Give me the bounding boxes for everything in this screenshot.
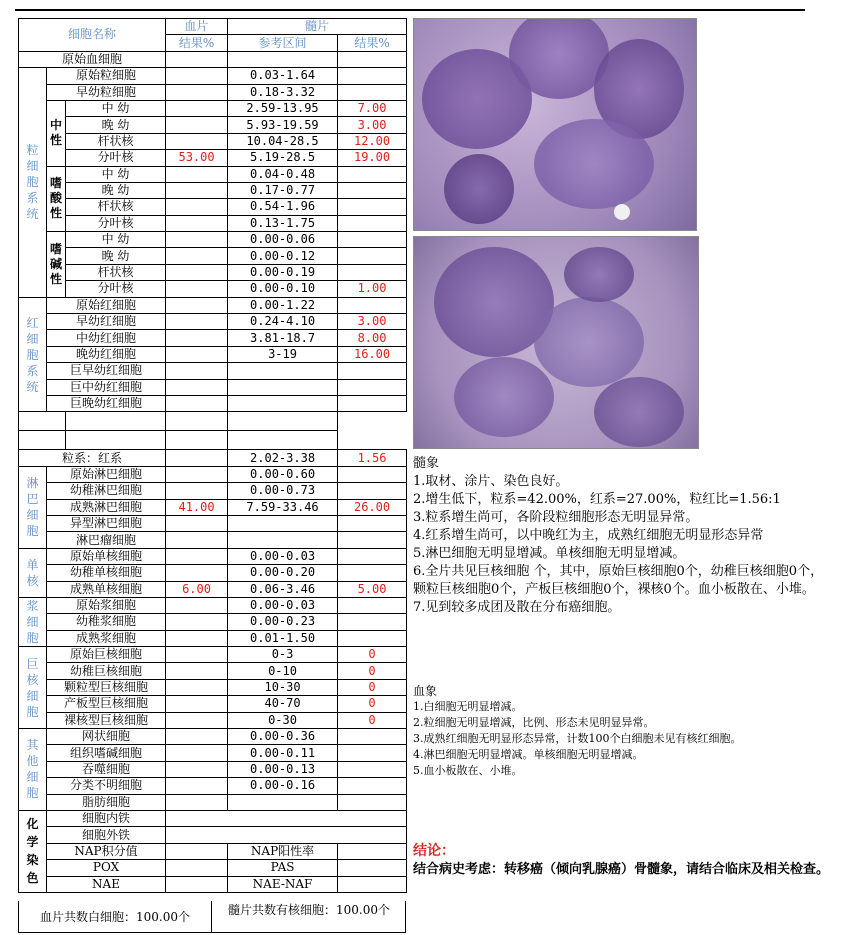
cell-count-table [18, 18, 407, 893]
marrow-result [338, 614, 407, 630]
bone-marrow-item: 6.全片共见巨核细胞 个，其中，原始巨核细胞0个，幼稚巨核细胞0个，颗粒巨核细胞0个，产板巨核细胞0个，裸核0个。血小板散在、小堆。 [413, 564, 824, 597]
cell-name: 早幼红细胞 [47, 314, 166, 330]
chem-extra_iron: 细胞外铁 [47, 827, 166, 843]
reference-range: 3-19 [228, 346, 338, 362]
group-label-lymph: 淋 巴 细 胞 [19, 466, 47, 548]
chem-nae_naf: NAE-NAF [228, 876, 338, 892]
table-row [19, 51, 407, 67]
marrow-result: 26.00 [338, 499, 407, 515]
table-row [19, 614, 407, 630]
blank-cell [228, 431, 338, 450]
chem-value [166, 827, 407, 843]
marrow-result: 1.56 [338, 450, 407, 466]
reference-range: 0.00-0.60 [228, 466, 338, 482]
cell-name: 原始巨核细胞 [47, 647, 166, 663]
marrow-result [338, 232, 407, 248]
reference-range: 0.24-4.10 [228, 314, 338, 330]
reference-range: 0.00-0.03 [228, 548, 338, 564]
cell-name: 中幼红细胞 [47, 330, 166, 346]
table-row [19, 215, 407, 231]
reference-range: 40-70 [228, 696, 338, 712]
cell-name: 吞噬细胞 [47, 761, 166, 777]
marrow-result [338, 532, 407, 548]
cell-name: 幼稚浆细胞 [47, 614, 166, 630]
reference-range: 0.00-0.36 [228, 729, 338, 745]
reference-range: 0.00-0.23 [228, 614, 338, 630]
cell-name: 成熟浆细胞 [47, 630, 166, 646]
cell-name: 原始血细胞 [19, 51, 166, 67]
marrow-result [338, 778, 407, 794]
table-row [19, 264, 407, 280]
marrow-result [338, 199, 407, 215]
bone-marrow-findings [413, 455, 833, 617]
chem-nae: NAE [47, 876, 166, 892]
reference-range: 2.59-13.95 [228, 100, 338, 116]
table-row [19, 182, 407, 198]
table-row [19, 232, 407, 248]
marrow-result [338, 182, 407, 198]
reference-range: 0.00-0.20 [228, 565, 338, 581]
chem-nap_score: NAP积分值 [47, 843, 166, 859]
marrow-result: 12.00 [338, 133, 407, 149]
reference-range: 0.00-0.06 [228, 232, 338, 248]
spacer-row [19, 431, 407, 450]
group-label-other: 其 他 细 胞 [19, 729, 47, 811]
reference-range: 0-3 [228, 647, 338, 663]
blood-result [166, 466, 228, 482]
table-row [19, 330, 407, 346]
table-row [19, 515, 407, 531]
blood-result [166, 745, 228, 761]
reference-range: 0.13-1.75 [228, 215, 338, 231]
blood-result: 53.00 [166, 150, 228, 166]
cell-name: 原始单核细胞 [47, 548, 166, 564]
blank-cell [19, 412, 66, 431]
marrow-result [338, 215, 407, 231]
cell-name: 成熟淋巴细胞 [47, 499, 166, 515]
bone-marrow-item: 3.粒系增生尚可，各阶段粒细胞形态无明显异常。 [413, 510, 699, 525]
cell-name: 杆状核 [66, 199, 166, 215]
cell-name: 粒系：红系 [19, 450, 166, 466]
blood-result [166, 515, 228, 531]
reference-range: 5.19-28.5 [228, 150, 338, 166]
cell-name: 杆状核 [66, 133, 166, 149]
cell-name: 中 幼 [66, 232, 166, 248]
table-row [19, 679, 407, 695]
marrow-result: 3.00 [338, 314, 407, 330]
blank-cell [66, 412, 166, 431]
table-row [19, 248, 407, 264]
reference-range: 0-30 [228, 712, 338, 728]
marrow-result [338, 248, 407, 264]
blood-result [166, 630, 228, 646]
blood-result [166, 379, 228, 395]
table-row [19, 450, 407, 466]
table-row [19, 117, 407, 133]
blood-smear-item: 5.血小板散在、小堆。 [413, 764, 523, 777]
reference-range [228, 51, 338, 67]
table-row [19, 346, 407, 362]
blank-cell [166, 431, 228, 450]
cell-name: 异型淋巴细胞 [47, 515, 166, 531]
subgroup-label-basophil: 嗜 碱 性 [47, 232, 66, 298]
marrow-result: 3.00 [338, 117, 407, 133]
conclusion-text: 结合病史考虑：转移癌（倾向乳腺癌）骨髓象，请结合临床及相关检查。 [413, 862, 830, 877]
cell-name: 分叶核 [66, 215, 166, 231]
blank-cell [228, 412, 338, 431]
cell-name: 巨早幼红细胞 [47, 363, 166, 379]
table-row [19, 647, 407, 663]
table-header-row [19, 19, 407, 35]
table-row [19, 483, 407, 499]
table-row [19, 466, 407, 482]
table-row [19, 778, 407, 794]
table-row [19, 84, 407, 100]
marrow-result [338, 51, 407, 67]
cell-name: 巨晚幼红细胞 [47, 395, 166, 411]
marrow-result [338, 264, 407, 280]
reference-range: 0.00-0.11 [228, 745, 338, 761]
table-row [19, 395, 407, 411]
blood-result [166, 133, 228, 149]
blood-result [166, 215, 228, 231]
bone-marrow-item: 7.见到较多成团及散在分布癌细胞。 [413, 600, 621, 615]
cell-name: 晚 幼 [66, 117, 166, 133]
table-row [19, 499, 407, 515]
marrow-result: 16.00 [338, 346, 407, 362]
blood-result [166, 761, 228, 777]
cell-name: 巨中幼红细胞 [47, 379, 166, 395]
cell-name: 晚幼红细胞 [47, 346, 166, 362]
chem-row [19, 860, 407, 876]
blood-result [166, 663, 228, 679]
blood-smear-item: 2.粒细胞无明显增减，比例、形态未见明显异常。 [413, 716, 655, 729]
table-row [19, 133, 407, 149]
cell-name: 杆状核 [66, 264, 166, 280]
blank-cell [66, 431, 166, 450]
top-rule [15, 9, 805, 11]
blood-result [166, 182, 228, 198]
bone-marrow-item: 2.增生低下，粒系=42.00%，红系=27.00%，粒红比=1.56:1 [413, 492, 781, 507]
reference-range: 0.17-0.77 [228, 182, 338, 198]
reference-range: 10-30 [228, 679, 338, 695]
reference-range: 0.00-0.13 [228, 761, 338, 777]
reference-range: 5.93-19.59 [228, 117, 338, 133]
marrow-result [338, 794, 407, 810]
marrow-result [338, 565, 407, 581]
header-cell-name: 细胞名称 [19, 19, 166, 52]
marrow-result: 5.00 [338, 581, 407, 597]
chem-row [19, 843, 407, 859]
table-row [19, 166, 407, 182]
table-row [19, 150, 407, 166]
bone-marrow-item: 4.红系增生尚可，以中晚红为主，成熟红细胞无明显形态异常 [413, 528, 764, 543]
reference-range [228, 379, 338, 395]
blood-smear-findings [413, 683, 833, 779]
cell-name: 原始粒细胞 [47, 68, 166, 84]
header-marrow-result: 结果% [338, 35, 407, 51]
marrow-result [338, 68, 407, 84]
reference-range [228, 532, 338, 548]
conclusion [413, 840, 833, 879]
chem-pox: POX [47, 860, 166, 876]
blood-result [166, 395, 228, 411]
marrow-result [338, 597, 407, 613]
subgroup-label-eosinophil: 嗜 酸 性 [47, 166, 66, 232]
table-row [19, 532, 407, 548]
bone-marrow-item: 5.淋巴细胞无明显增减。单核细胞无明显增减。 [413, 546, 686, 561]
marrow-result: 0 [338, 647, 407, 663]
blood-result [166, 565, 228, 581]
cell-name: 晚 幼 [66, 182, 166, 198]
table-row [19, 794, 407, 810]
cell-name: 幼稚单核细胞 [47, 565, 166, 581]
marrow-result [338, 466, 407, 482]
table-row [19, 565, 407, 581]
blood-result [166, 729, 228, 745]
blood-result [166, 450, 228, 466]
blood-result [166, 346, 228, 362]
cell-name: 原始红细胞 [47, 297, 166, 313]
cell-name: 成熟单核细胞 [47, 581, 166, 597]
reference-range: 0.03-1.64 [228, 68, 338, 84]
chem-nap_rate: NAP阳性率 [228, 843, 338, 859]
blood-result [166, 199, 228, 215]
table-row [19, 100, 407, 116]
reference-range: 0.04-0.48 [228, 166, 338, 182]
chem-value [338, 843, 407, 859]
table-row [19, 297, 407, 313]
blood-smear-item: 4.淋巴细胞无明显增减。单核细胞无明显增减。 [413, 748, 644, 761]
reference-range [228, 794, 338, 810]
chem-pas: PAS [228, 860, 338, 876]
blank-cell [166, 412, 228, 431]
marrow-result [338, 483, 407, 499]
reference-range [228, 515, 338, 531]
reference-range: 0.00-0.12 [228, 248, 338, 264]
marrow-result: 0 [338, 663, 407, 679]
marrow-result [338, 166, 407, 182]
marrow-result [338, 363, 407, 379]
table-row [19, 630, 407, 646]
reference-range: 0.06-3.46 [228, 581, 338, 597]
blood-result [166, 647, 228, 663]
table-row [19, 68, 407, 84]
marrow-count: 髓片共数有核细胞：100.00个 [228, 903, 390, 917]
group-label-chem: 化 学 染 色 [19, 810, 47, 892]
reference-range: 0.54-1.96 [228, 199, 338, 215]
reference-range: 2.02-3.38 [228, 450, 338, 466]
marrow-result: 8.00 [338, 330, 407, 346]
reference-range: 7.59-33.46 [228, 499, 338, 515]
blood-result [166, 614, 228, 630]
blood-result [166, 597, 228, 613]
blood-result [166, 696, 228, 712]
blood-result [166, 68, 228, 84]
header-marrow: 髓片 [228, 19, 407, 35]
cell-name: 网状细胞 [47, 729, 166, 745]
subgroup-label-neutrophil: 中 性 [47, 100, 66, 166]
table-row [19, 761, 407, 777]
blood-result [166, 330, 228, 346]
table-row [19, 379, 407, 395]
marrow-result [338, 729, 407, 745]
table-row [19, 729, 407, 745]
cell-name: 裸核型巨核细胞 [47, 712, 166, 728]
chem-value [166, 810, 407, 826]
group-label-mono: 单 核 [19, 548, 47, 597]
table-row [19, 581, 407, 597]
table-row [19, 548, 407, 564]
chem-row [19, 810, 407, 826]
marrow-result: 0 [338, 712, 407, 728]
blood-smear-title: 血象 [413, 684, 438, 698]
blood-result [166, 100, 228, 116]
table-row [19, 597, 407, 613]
blood-result [166, 532, 228, 548]
blood-result: 6.00 [166, 581, 228, 597]
marrow-result [338, 84, 407, 100]
reference-range: 0-10 [228, 663, 338, 679]
blood-result [166, 297, 228, 313]
cell-name: 原始浆细胞 [47, 597, 166, 613]
group-label-plasma: 浆 细 胞 [19, 597, 47, 646]
blood-result [166, 679, 228, 695]
cell-name: 产板型巨核细胞 [47, 696, 166, 712]
chem-value [166, 876, 228, 892]
chem-value [166, 860, 228, 876]
chem-value [166, 843, 228, 859]
blood-result [166, 84, 228, 100]
reference-range: 0.01-1.50 [228, 630, 338, 646]
cell-name: 原始淋巴细胞 [47, 466, 166, 482]
reference-range: 0.00-0.73 [228, 483, 338, 499]
header-blood: 血片 [166, 19, 228, 35]
reference-range: 0.00-0.03 [228, 597, 338, 613]
reference-range [228, 363, 338, 379]
reference-range: 0.00-0.10 [228, 281, 338, 297]
blood-result [166, 483, 228, 499]
marrow-result [338, 395, 407, 411]
table-row [19, 314, 407, 330]
marrow-result: 0 [338, 696, 407, 712]
chem-value [338, 860, 407, 876]
marrow-result: 7.00 [338, 100, 407, 116]
cell-name: 分叶核 [66, 281, 166, 297]
marrow-result: 19.00 [338, 150, 407, 166]
marrow-result [338, 630, 407, 646]
reference-range: 0.00-0.16 [228, 778, 338, 794]
marrow-result [338, 761, 407, 777]
reference-range: 0.00-0.19 [228, 264, 338, 280]
blood-result [166, 248, 228, 264]
blood-smear-item: 1.白细胞无明显增减。 [413, 700, 523, 713]
table-row [19, 696, 407, 712]
blood-result [166, 264, 228, 280]
reference-range: 10.04-28.5 [228, 133, 338, 149]
blood-result: 41.00 [166, 499, 228, 515]
chem-row [19, 876, 407, 892]
blood-result [166, 778, 228, 794]
marrow-result [338, 297, 407, 313]
chem-row [19, 827, 407, 843]
blood-result [166, 363, 228, 379]
cell-name: 幼稚巨核细胞 [47, 663, 166, 679]
table-row [19, 712, 407, 728]
group-label-granulocyte: 粒 细 胞 系 统 [19, 68, 47, 297]
blood-count: 血片共数白细胞：100.00个 [19, 901, 212, 933]
cell-name: 早幼粒细胞 [47, 84, 166, 100]
marrow-result: 0 [338, 679, 407, 695]
cell-name: 淋巴瘤细胞 [47, 532, 166, 548]
table-row [19, 745, 407, 761]
blood-result [166, 281, 228, 297]
reference-range: 0.00-1.22 [228, 297, 338, 313]
blank-cell [19, 431, 66, 450]
cell-name: 中 幼 [66, 100, 166, 116]
cell-name: 分类不明细胞 [47, 778, 166, 794]
marrow-result [338, 745, 407, 761]
blood-result [166, 51, 228, 67]
blood-result [166, 794, 228, 810]
cell-name: 晚 幼 [66, 248, 166, 264]
count-footer [18, 901, 406, 933]
blood-result [166, 548, 228, 564]
header-blood-result: 结果% [166, 35, 228, 51]
blood-result [166, 314, 228, 330]
cell-name: 分叶核 [66, 150, 166, 166]
marrow-result [338, 379, 407, 395]
cell-name: 幼稚淋巴细胞 [47, 483, 166, 499]
group-label-erythroid: 红 细 胞 系 统 [19, 297, 47, 412]
blood-result [166, 117, 228, 133]
header-reference: 参考区间 [228, 35, 338, 51]
table-row [19, 281, 407, 297]
spacer-row [19, 412, 407, 431]
marrow-result [338, 515, 407, 531]
marrow-result [338, 548, 407, 564]
group-label-mega: 巨 核 细 胞 [19, 647, 47, 729]
cell-name: 颗粒型巨核细胞 [47, 679, 166, 695]
conclusion-title: 结论： [413, 843, 455, 859]
reference-range [228, 395, 338, 411]
marrow-micrograph-1 [413, 18, 697, 231]
chem-intra_iron: 细胞内铁 [47, 810, 166, 826]
marrow-result: 1.00 [338, 281, 407, 297]
blood-smear-item: 3.成熟红细胞无明显形态异常，计数100个白细胞未见有核红细胞。 [413, 732, 742, 745]
cell-name: 中 幼 [66, 166, 166, 182]
cell-name: 脂肪细胞 [47, 794, 166, 810]
blood-result [166, 712, 228, 728]
bone-marrow-title: 髓象 [413, 456, 440, 471]
blood-result [166, 166, 228, 182]
blood-result [166, 232, 228, 248]
cell-name: 组织嗜碱细胞 [47, 745, 166, 761]
table-row [19, 199, 407, 215]
table-row [19, 363, 407, 379]
bone-marrow-item: 1.取材、涂片、染色良好。 [413, 474, 569, 489]
table-row [19, 663, 407, 679]
reference-range: 3.81-18.7 [228, 330, 338, 346]
reference-range: 0.18-3.32 [228, 84, 338, 100]
chem-value [338, 876, 407, 892]
marrow-micrograph-2 [413, 236, 699, 449]
